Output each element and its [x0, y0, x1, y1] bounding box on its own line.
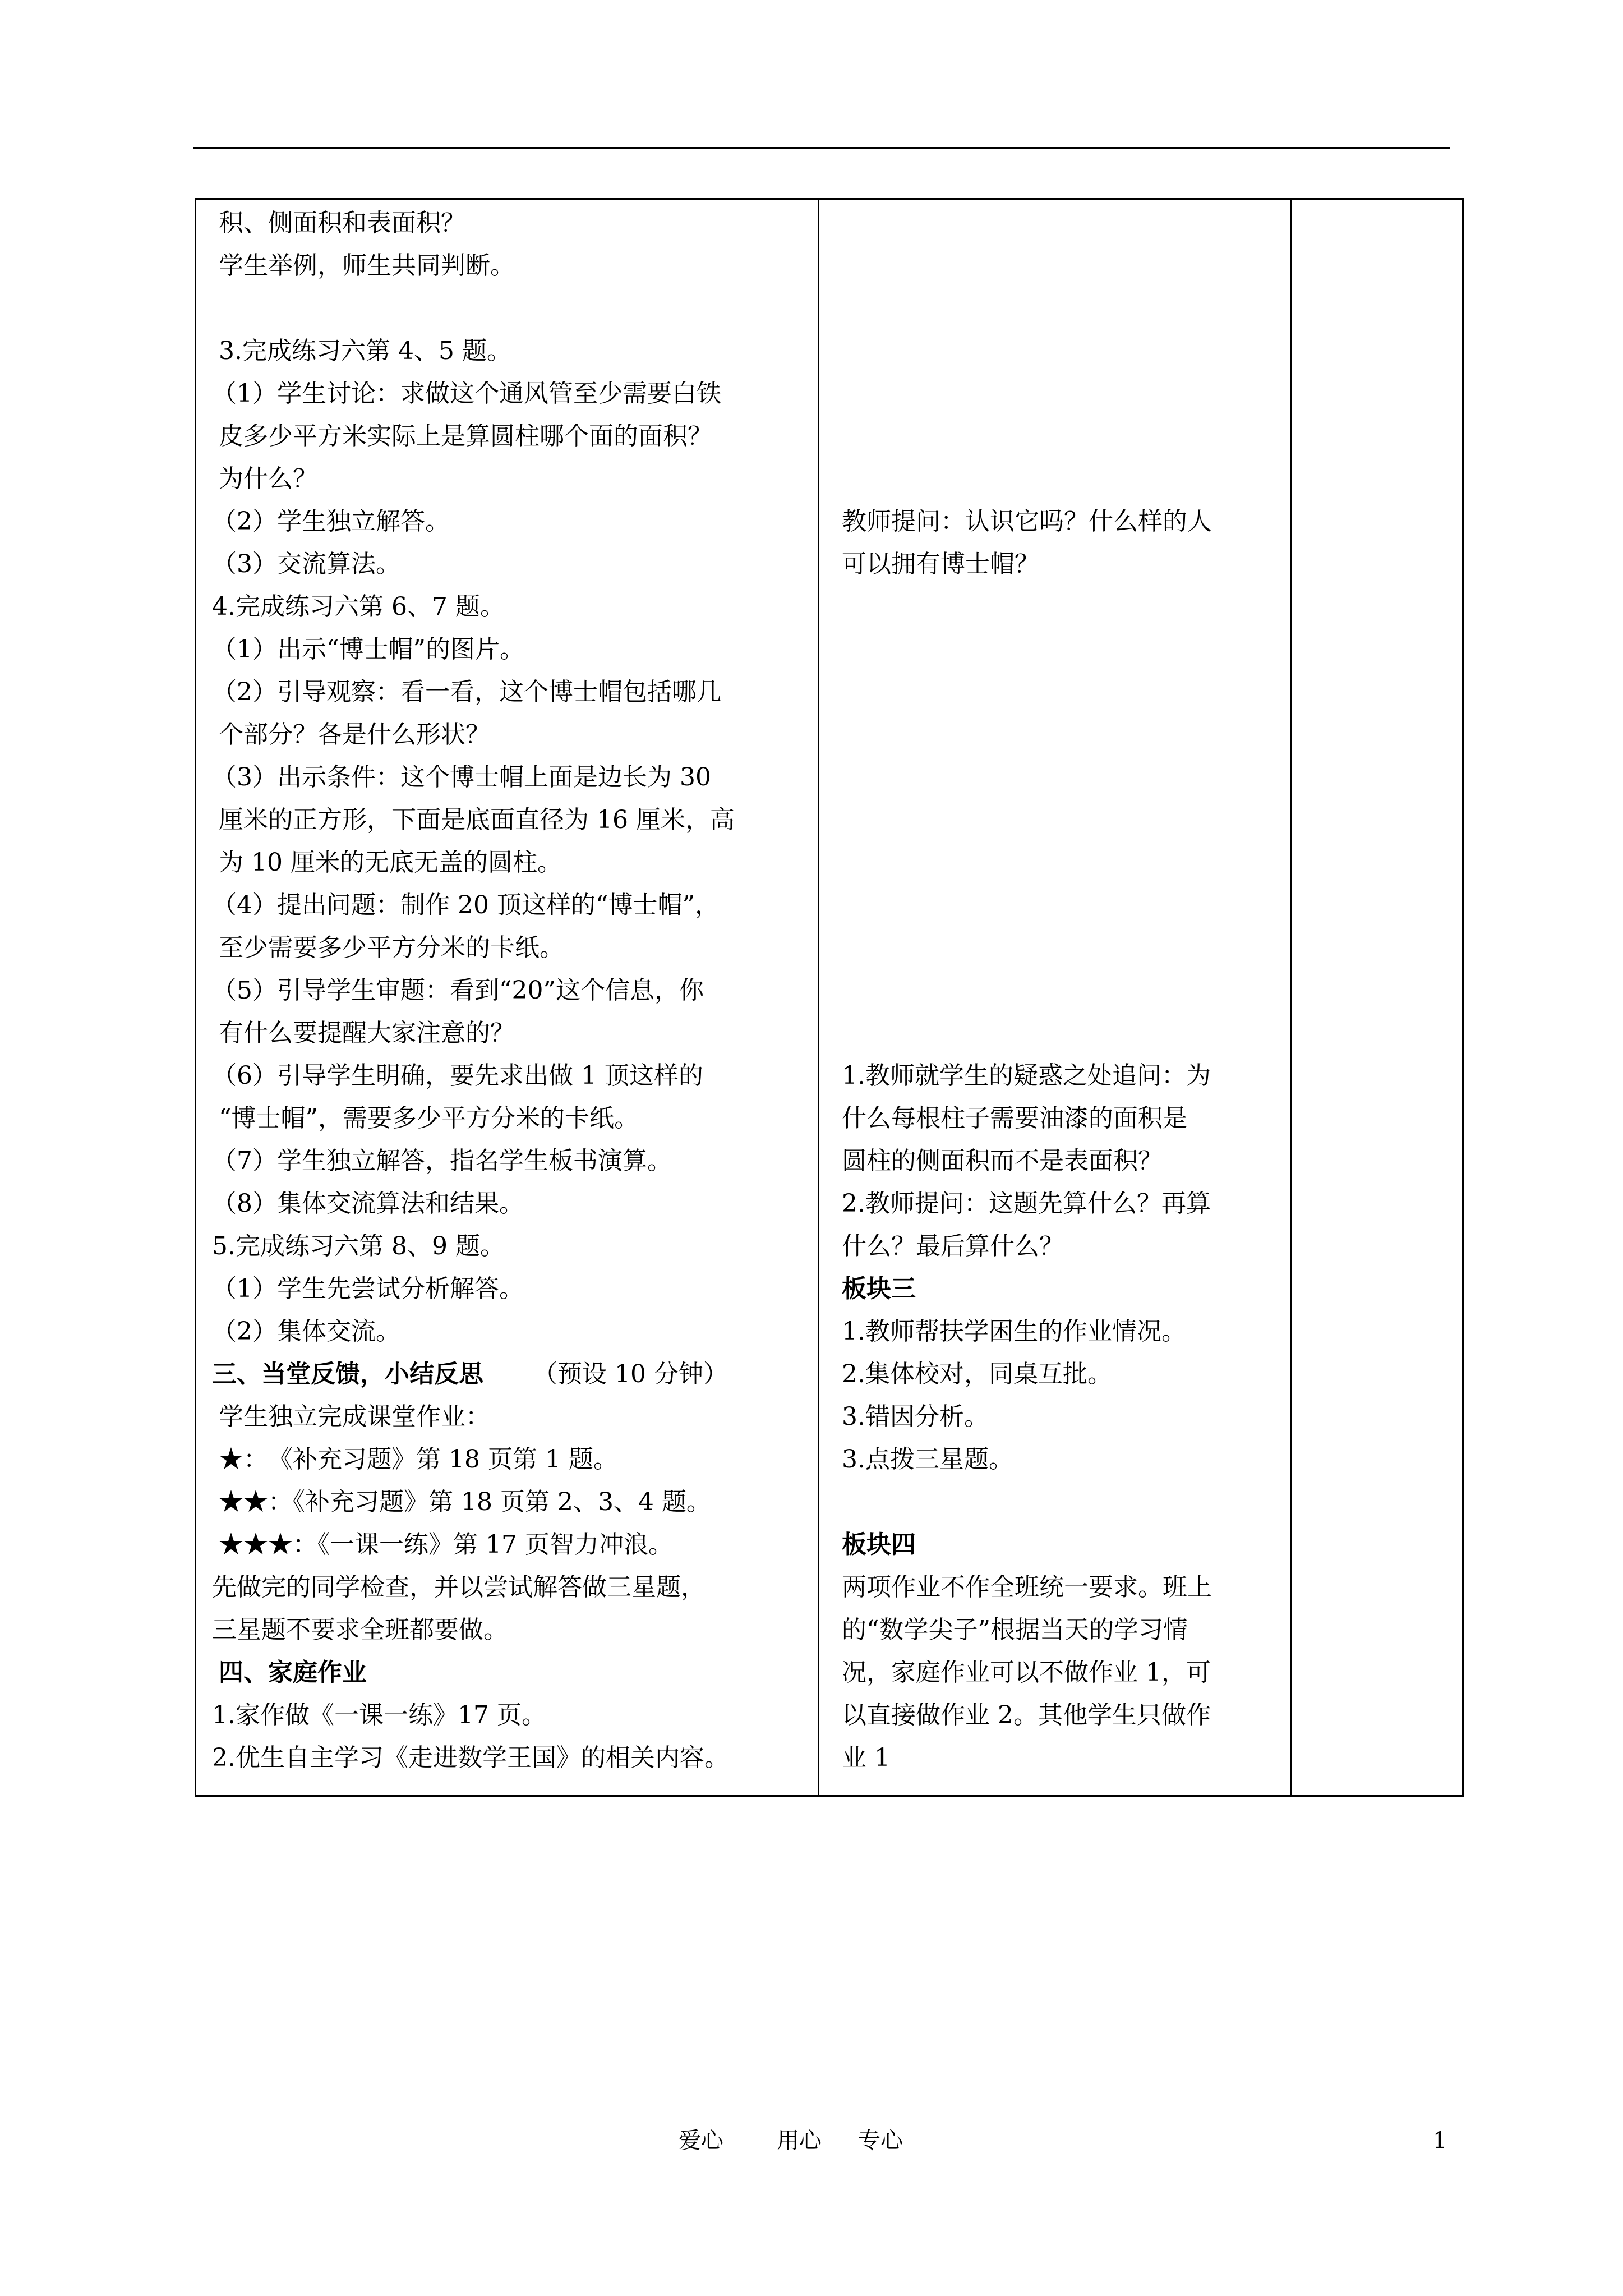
- text-line: 什么？最后算什么？: [842, 1232, 1064, 1260]
- text-line: （4）提出问题：制作 20 顶这样的“博士帽”，: [212, 891, 720, 919]
- page-number: 1: [1433, 2128, 1447, 2154]
- text-line: 业 1: [842, 1743, 890, 1772]
- footer-text: 用心: [777, 2128, 822, 2154]
- text-line: 3.点拨三星题。: [842, 1445, 1013, 1474]
- text-line: 可以拥有博士帽？: [842, 550, 1039, 578]
- text-line: （1）学生讨论：求做这个通风管至少需要白铁: [212, 379, 721, 408]
- section-heading: 四、家庭作业: [219, 1658, 367, 1687]
- lesson-plan-table: [195, 198, 1464, 1797]
- text-line: 况，家庭作业可以不做作业 1，可: [842, 1658, 1211, 1687]
- text-line: （2）学生独立解答。: [212, 507, 450, 536]
- text-line: 教师提问：认识它吗？什么样的人: [842, 507, 1212, 536]
- text-line: 为 10 厘米的无底无盖的圆柱。: [219, 848, 562, 877]
- text-line: 5.完成练习六第 8、9 题。: [212, 1232, 505, 1260]
- text-line: （1）学生先尝试分析解答。: [212, 1274, 524, 1303]
- text-line: （2）集体交流。: [212, 1317, 400, 1346]
- text-line: 2.集体校对，同桌互批。: [842, 1360, 1112, 1388]
- text-line: 学生独立完成课堂作业：: [219, 1402, 490, 1431]
- text-line: ★： 《补充习题》第 18 页第 1 题。: [219, 1445, 618, 1474]
- text-line: 1.教师帮扶学困生的作业情况。: [842, 1317, 1186, 1346]
- text-line: “博士帽”，需要多少平方分米的卡纸。: [219, 1104, 639, 1133]
- text-line: 2.优生自主学习《走进数学王国》的相关内容。: [212, 1743, 729, 1772]
- text-line: 两项作业不作全班统一要求。班上: [842, 1573, 1212, 1602]
- text-line: （预设 10 分钟）: [533, 1360, 728, 1388]
- text-line: 三星题不要求全班都要做。: [212, 1616, 508, 1644]
- column-divider: [1290, 200, 1292, 1795]
- text-line: 2.教师提问：这题先算什么？再算: [842, 1189, 1211, 1218]
- text-line: 什么每根柱子需要油漆的面积是: [842, 1104, 1187, 1133]
- section-heading: 板块三: [842, 1274, 916, 1303]
- text-line: 先做完的同学检查，并以尝试解答做三星题，: [212, 1573, 706, 1602]
- text-line: 1.教师就学生的疑惑之处追问：为: [842, 1061, 1211, 1090]
- text-line: ★★★：《一课一练》第 17 页智力冲浪。: [219, 1530, 673, 1559]
- text-line: 以直接做作业 2。其他学生只做作: [842, 1701, 1211, 1729]
- text-line: （3）出示条件：这个博士帽上面是边长为 30: [212, 763, 711, 792]
- text-line: 为什么？: [219, 464, 317, 493]
- text-line: 积、侧面积和表面积？: [219, 209, 465, 237]
- text-line: （3）交流算法。: [212, 550, 400, 578]
- text-line: 皮多少平方米实际上是算圆柱哪个面的面积？: [219, 422, 712, 450]
- text-line: （5）引导学生审题：看到“20”这个信息，你: [212, 976, 704, 1005]
- teaching-process-cell: [196, 200, 818, 1795]
- text-line: 3.完成练习六第 4、5 题。: [219, 337, 511, 365]
- text-line: 厘米的正方形，下面是底面直径为 16 厘米，高: [219, 806, 735, 834]
- text-line: ★★：《补充习题》第 18 页第 2、3、4 题。: [219, 1488, 711, 1516]
- section-heading: 板块四: [842, 1530, 916, 1559]
- text-line: 的“数学尖子”根据当天的学习情: [842, 1616, 1188, 1644]
- footer-text: 专心: [858, 2128, 903, 2154]
- footer-text: 爱心: [679, 2128, 723, 2154]
- text-line: 有什么要提醒大家注意的？: [219, 1019, 515, 1047]
- section-heading: 三、当堂反馈，小结反思: [212, 1360, 483, 1388]
- text-line: 至少需要多少平方分米的卡纸。: [219, 933, 564, 962]
- text-line: （1）出示“博士帽”的图片。: [212, 635, 524, 664]
- header-rule: [193, 147, 1450, 149]
- text-line: （2）引导观察：看一看，这个博士帽包括哪几: [212, 678, 721, 706]
- text-line: 个部分？各是什么形状？: [219, 720, 490, 749]
- text-line: 学生举例，师生共同判断。: [219, 251, 515, 280]
- text-line: 3.错因分析。: [842, 1402, 989, 1431]
- teacher-notes-cell: [819, 200, 1290, 1795]
- text-line: （7）学生独立解答，指名学生板书演算。: [212, 1147, 672, 1175]
- text-line: 圆柱的侧面积而不是表面积？: [842, 1147, 1163, 1175]
- text-line: （6）引导学生明确，要先求出做 1 顶这样的: [212, 1061, 703, 1090]
- text-line: 1.家作做《一课一练》17 页。: [212, 1701, 546, 1729]
- text-line: （8）集体交流算法和结果。: [212, 1189, 524, 1218]
- text-line: 4.完成练习六第 6、7 题。: [212, 592, 505, 621]
